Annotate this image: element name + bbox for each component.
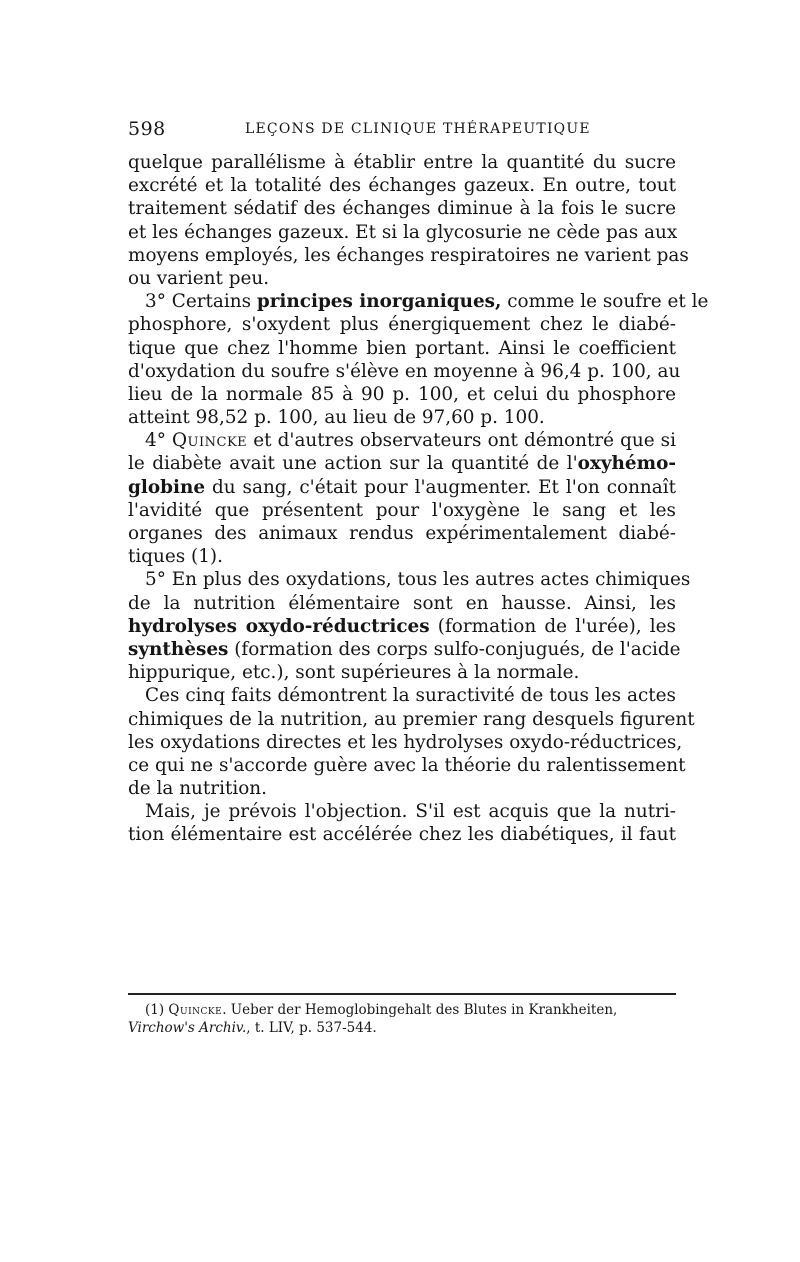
paragraph-summary-start: Ces cinq faits démontrent la suractivité de tous les actes [145,685,676,707]
text-line: atteint 98,52 p. 100, au lieu de 97,60 p. 100. [128,407,545,429]
text-span: le diabète avait une action sur la quantité de l' [128,453,578,475]
text-span: , t. LIV, p. 537-544. [246,1019,377,1036]
text-line [128,452,676,475]
text-line [128,638,681,661]
page-number: 598 [128,118,166,140]
text-line: tiques (1). [128,546,223,568]
footnote-rule [128,993,676,995]
text-line: l'avidité que présentent pour l'oxygène le sang et les [128,499,676,521]
emphasis-syntheses: synthèses [128,638,229,660]
emphasis-globine: globine [128,476,206,498]
footnote [128,1002,676,1037]
text-line: organes des animaux rendus expérimentalement diabé- [128,523,676,544]
paragraph-3-start [128,290,709,313]
text-span: du sang, c'était pour l'augmenter. Et l'on connaît [205,476,676,498]
body-text [128,151,709,847]
footnote-journal: Virchow's Archiv. [128,1019,247,1036]
text-line: et les échanges gazeux. Et si la glycosurie ne cède pas aux [128,221,678,243]
text-span: (formation de l'urée), les [429,615,676,637]
text-line: chimiques de la nutrition, au premier rang desquels figurent [128,708,695,730]
footnote-line [128,1002,676,1020]
page-header [128,118,676,142]
emphasis-hydrolyses: hydrolyses oxydo-réductrices [128,615,430,637]
paragraph-5-start: 5° En plus des oxydations, tous les autres actes chimiques [145,569,691,591]
emphasis-principes-inorganiques: principes inorganiques, [256,291,502,313]
footnote-line [128,1020,676,1038]
text-line: phosphore, s'oxydent plus énergiquement chez le diabé- [128,314,676,336]
paragraph-objection-start: Mais, je prévois l'objection. S'il est acquis que la nutri- [145,801,676,823]
running-title: LEÇONS DE CLINIQUE THÉRAPEUTIQUE [245,121,591,137]
text-span: 4° [145,430,172,452]
text-line: ce qui ne s'accorde guère avec la théorie du ralentissement [128,754,686,776]
text-line: d'oxydation du soufre s'élève en moyenne à 96,4 p. 100, au [128,360,681,382]
text-line: de la nutrition. [128,778,267,800]
author-quincke: Quincke [171,430,248,452]
text-line: traitement sédatif des échanges diminue à la fois le sucre [128,198,676,220]
text-line: excrété et la totalité des échanges gazeux. En outre, tout [128,175,676,197]
text-line: moyens employés, les échanges respiratoires ne varient pas [128,244,689,266]
emphasis-oxyhemoglobine: oxyhémo- [577,453,676,475]
text-span: . Ueber der Hemoglobingehalt des Blutes in Krankheiten, [222,1002,618,1018]
text-line: tique que chez l'homme bien portant. Ainsi le coefficient [128,337,676,359]
text-line [128,615,676,638]
text-line: lieu de la normale 85 à 90 p. 100, et celui du phosphore [128,383,676,405]
paragraph-4-start [128,429,676,452]
text-line: tion élémentaire est accélérée chez les diabétiques, il faut [128,824,676,846]
text-line: hippurique, etc.), sont supérieures à la normale. [128,662,580,684]
text-span: (formation des corps sulfo-conjugués, de l'acide [228,638,681,660]
text-span: comme le soufre et le [501,291,709,313]
text-line [128,476,676,499]
text-line: ou varient peu. [128,267,270,289]
text-line: de la nutrition élémentaire sont en hausse. Ainsi, les [128,592,676,614]
text-line: les oxydations directes et les hydrolyses oxydo-réductrices, [128,731,683,753]
text-line: quelque parallélisme à établir entre la quantité du sucre [128,152,676,173]
text-span: 3° Certains [145,291,257,313]
footnote-author: Quincke [168,1002,223,1018]
footnote-marker: (1) [145,1002,169,1018]
text-span: et d'autres observateurs ont démontré que si [247,430,676,452]
